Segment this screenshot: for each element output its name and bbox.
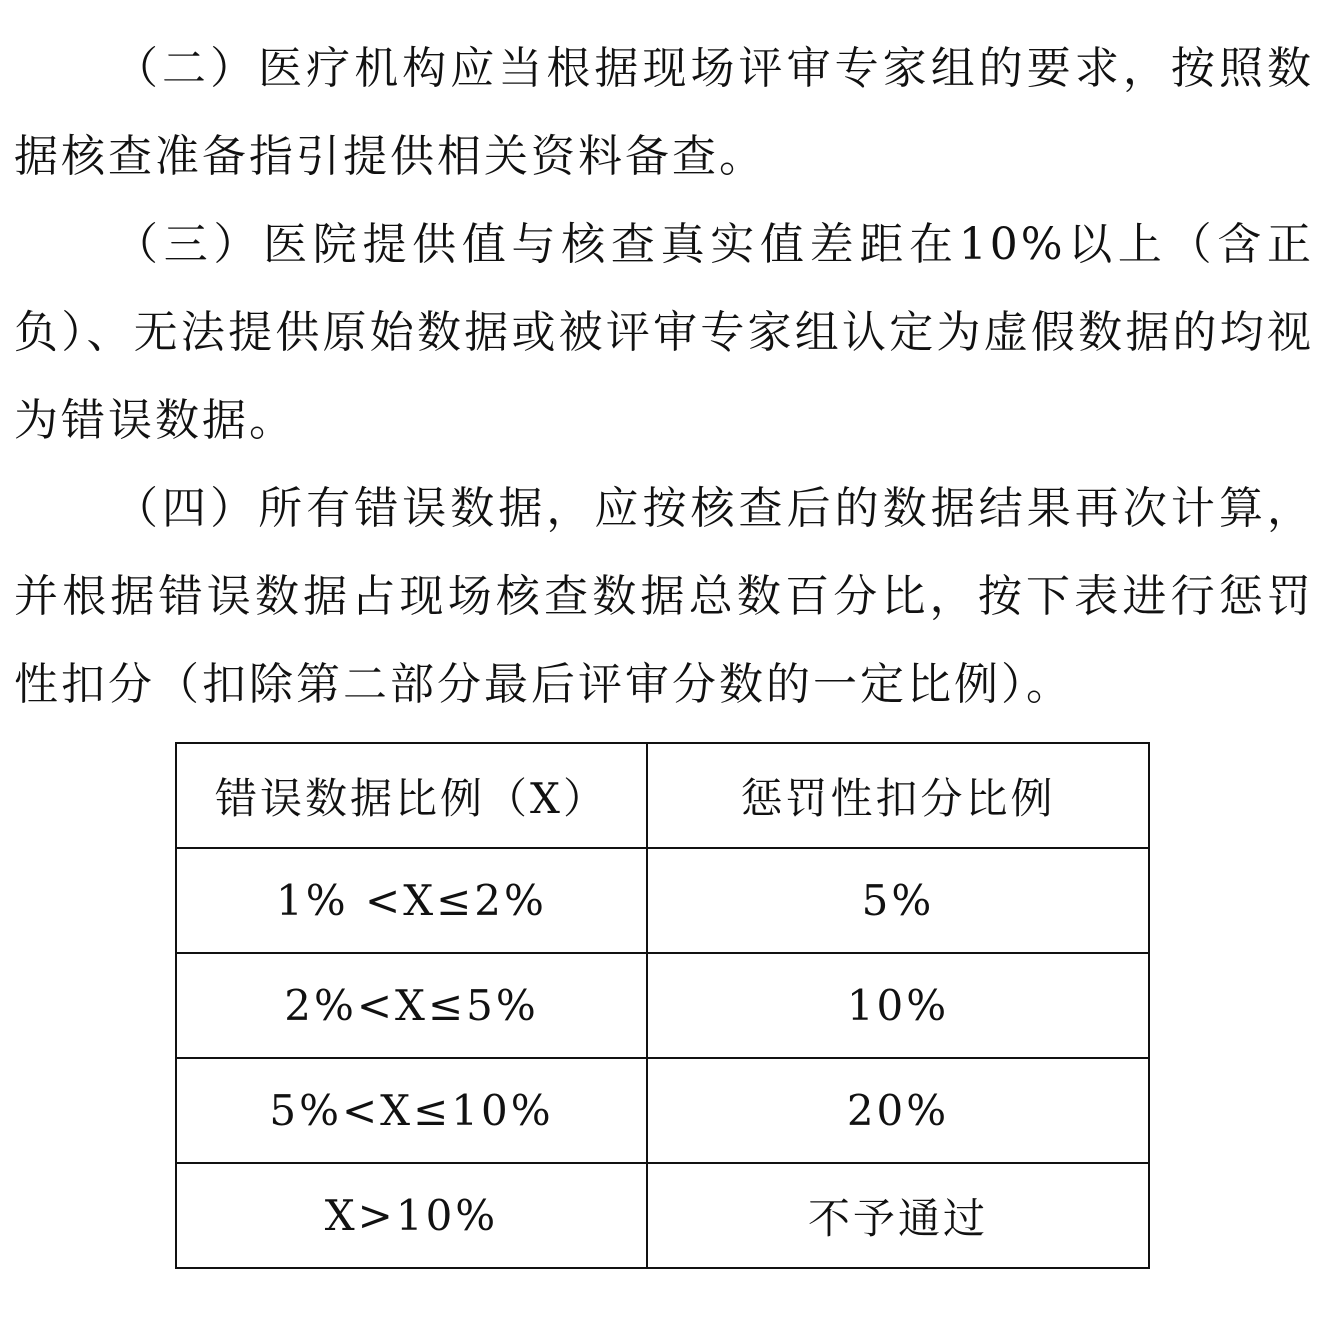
table-row — [176, 1163, 1149, 1268]
table-header-row — [176, 743, 1149, 848]
error-range-cell: X>10% — [176, 1163, 647, 1268]
paragraph-3: （三）医院提供值与核查真实值差距在10%以上（含正负）、无法提供原始数据或被评审专家组认定为虚假数据的均视为错误数据。 — [14, 219, 1314, 446]
penalty-table — [175, 742, 1150, 1269]
penalty-cell: 5% — [647, 848, 1149, 953]
paragraph-2: （二）医疗机构应当根据现场评审专家组的要求，按照数据核查准备指引提供相关资料备查。 — [14, 43, 1314, 182]
table-row — [176, 1058, 1149, 1163]
error-range-cell: 5%<X≤10% — [176, 1058, 647, 1163]
header-error-ratio: 错误数据比例（X） — [176, 743, 647, 848]
penalty-cell: 10% — [647, 953, 1149, 1058]
paragraph-4: （四）所有错误数据，应按核查后的数据结果再次计算，并根据错误数据占现场核查数据总数百分比，按下表进行惩罚性扣分（扣除第二部分最后评审分数的一定比例）。 — [14, 483, 1314, 710]
table-row — [176, 848, 1149, 953]
penalty-cell: 不予通过 — [647, 1163, 1149, 1268]
error-range-cell: 2%<X≤5% — [176, 953, 647, 1058]
table-row — [176, 953, 1149, 1058]
penalty-cell: 20% — [647, 1058, 1149, 1163]
header-penalty-ratio: 惩罚性扣分比例 — [647, 743, 1149, 848]
error-range-cell: 1% <X≤2% — [176, 848, 647, 953]
